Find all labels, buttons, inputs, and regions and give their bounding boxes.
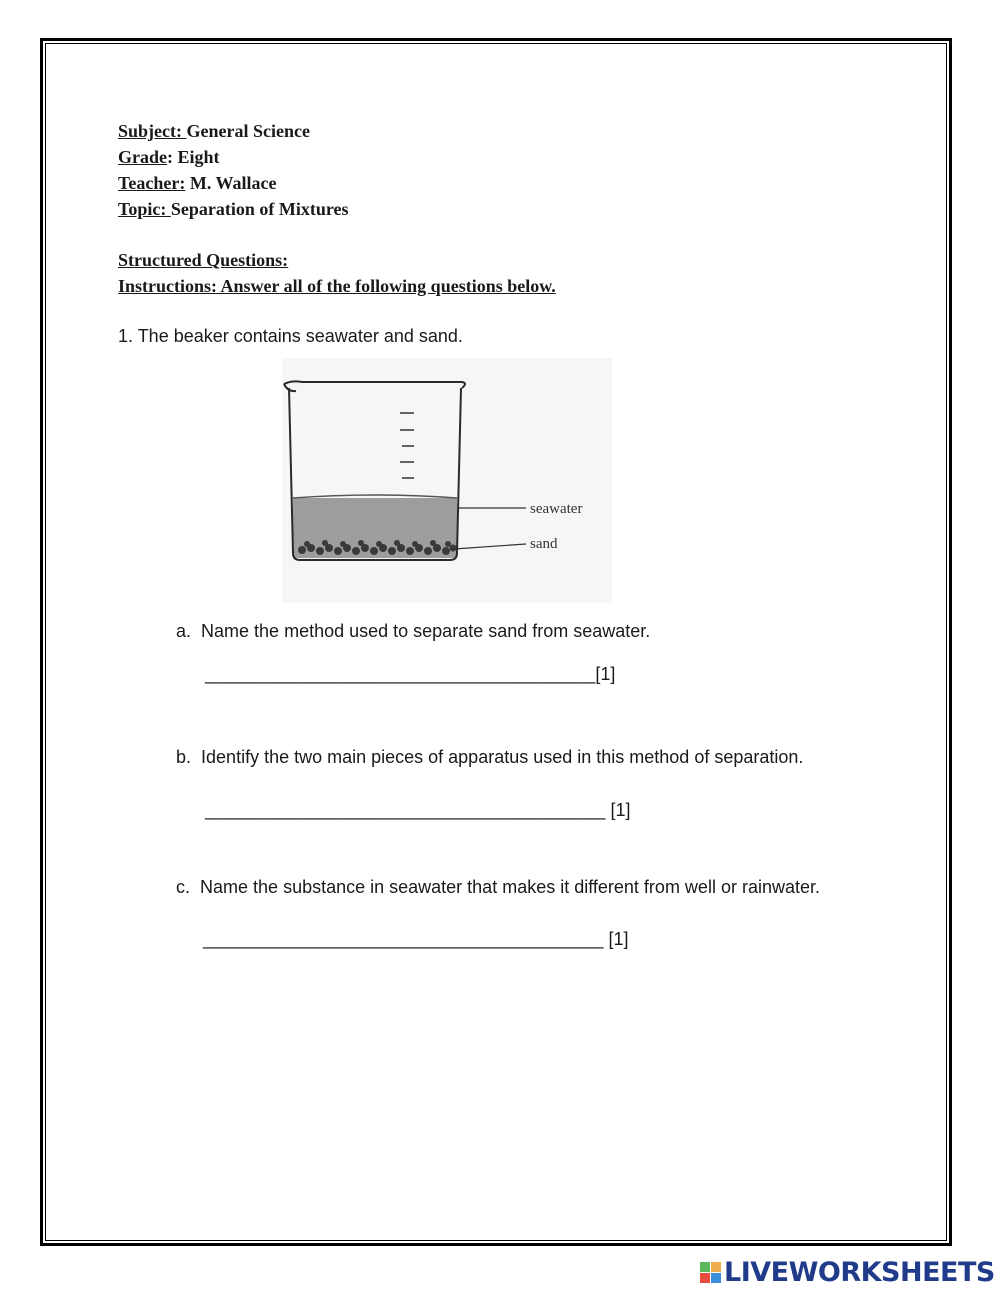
grade-row [118, 144, 349, 170]
question-1c-text: Name the substance in seawater that makes it different from well or rainwater. [200, 877, 820, 897]
marks-1a: [1] [595, 664, 616, 684]
question-1a-text: Name the method used to separate sand from seawater. [201, 621, 651, 641]
logo-text: LIVEWORKSHEETS [724, 1256, 995, 1288]
answer-line-1a[interactable] [205, 663, 615, 685]
question-1-text: 1. The beaker contains seawater and sand. [118, 326, 463, 346]
teacher-value: M. Wallace [185, 173, 277, 193]
beaker-diagram [282, 358, 612, 603]
subject-value: General Science [186, 121, 310, 141]
teacher-row [118, 170, 349, 196]
seawater-label: seawater [530, 501, 583, 517]
question-1b [176, 746, 803, 768]
instructions-text: Instructions: Answer all of the following questions below. [118, 276, 556, 296]
marks-1b: [1] [605, 800, 631, 820]
answer-blank-1b[interactable]: ________________________________________ [205, 800, 606, 820]
marks-1c: [1] [603, 929, 629, 949]
beaker-figure [282, 358, 612, 603]
sand-label: sand [530, 536, 558, 552]
instructions-block [118, 247, 556, 299]
grade-value: : Eight [167, 147, 220, 167]
answer-line-1b[interactable] [205, 799, 630, 821]
subject-label: Subject: [118, 121, 187, 141]
topic-value: Separation of Mixtures [170, 199, 349, 219]
worksheet-header [118, 118, 349, 222]
topic-label: Topic: [118, 199, 171, 219]
liveworksheets-logo[interactable] [700, 1258, 995, 1286]
subject-row [118, 118, 349, 144]
question-1c [176, 876, 820, 898]
answer-blank-1a[interactable]: _______________________________________ [205, 664, 596, 684]
answer-blank-1c[interactable]: ________________________________________ [203, 929, 604, 949]
question-1a [176, 620, 650, 642]
section-title: Structured Questions: [118, 250, 289, 270]
question-1b-letter: b. [176, 747, 192, 767]
question-1c-letter: c. [176, 877, 191, 897]
page-border-inner [45, 43, 947, 1241]
question-1a-letter: a. [176, 621, 192, 641]
logo-blocks-icon [700, 1262, 721, 1283]
topic-row [118, 196, 349, 222]
answer-line-1c[interactable] [203, 928, 628, 950]
grade-label: Grade [118, 147, 167, 167]
question-1b-text: Identify the two main pieces of apparatus used in this method of separation. [201, 747, 804, 767]
teacher-label: Teacher: [118, 173, 186, 193]
